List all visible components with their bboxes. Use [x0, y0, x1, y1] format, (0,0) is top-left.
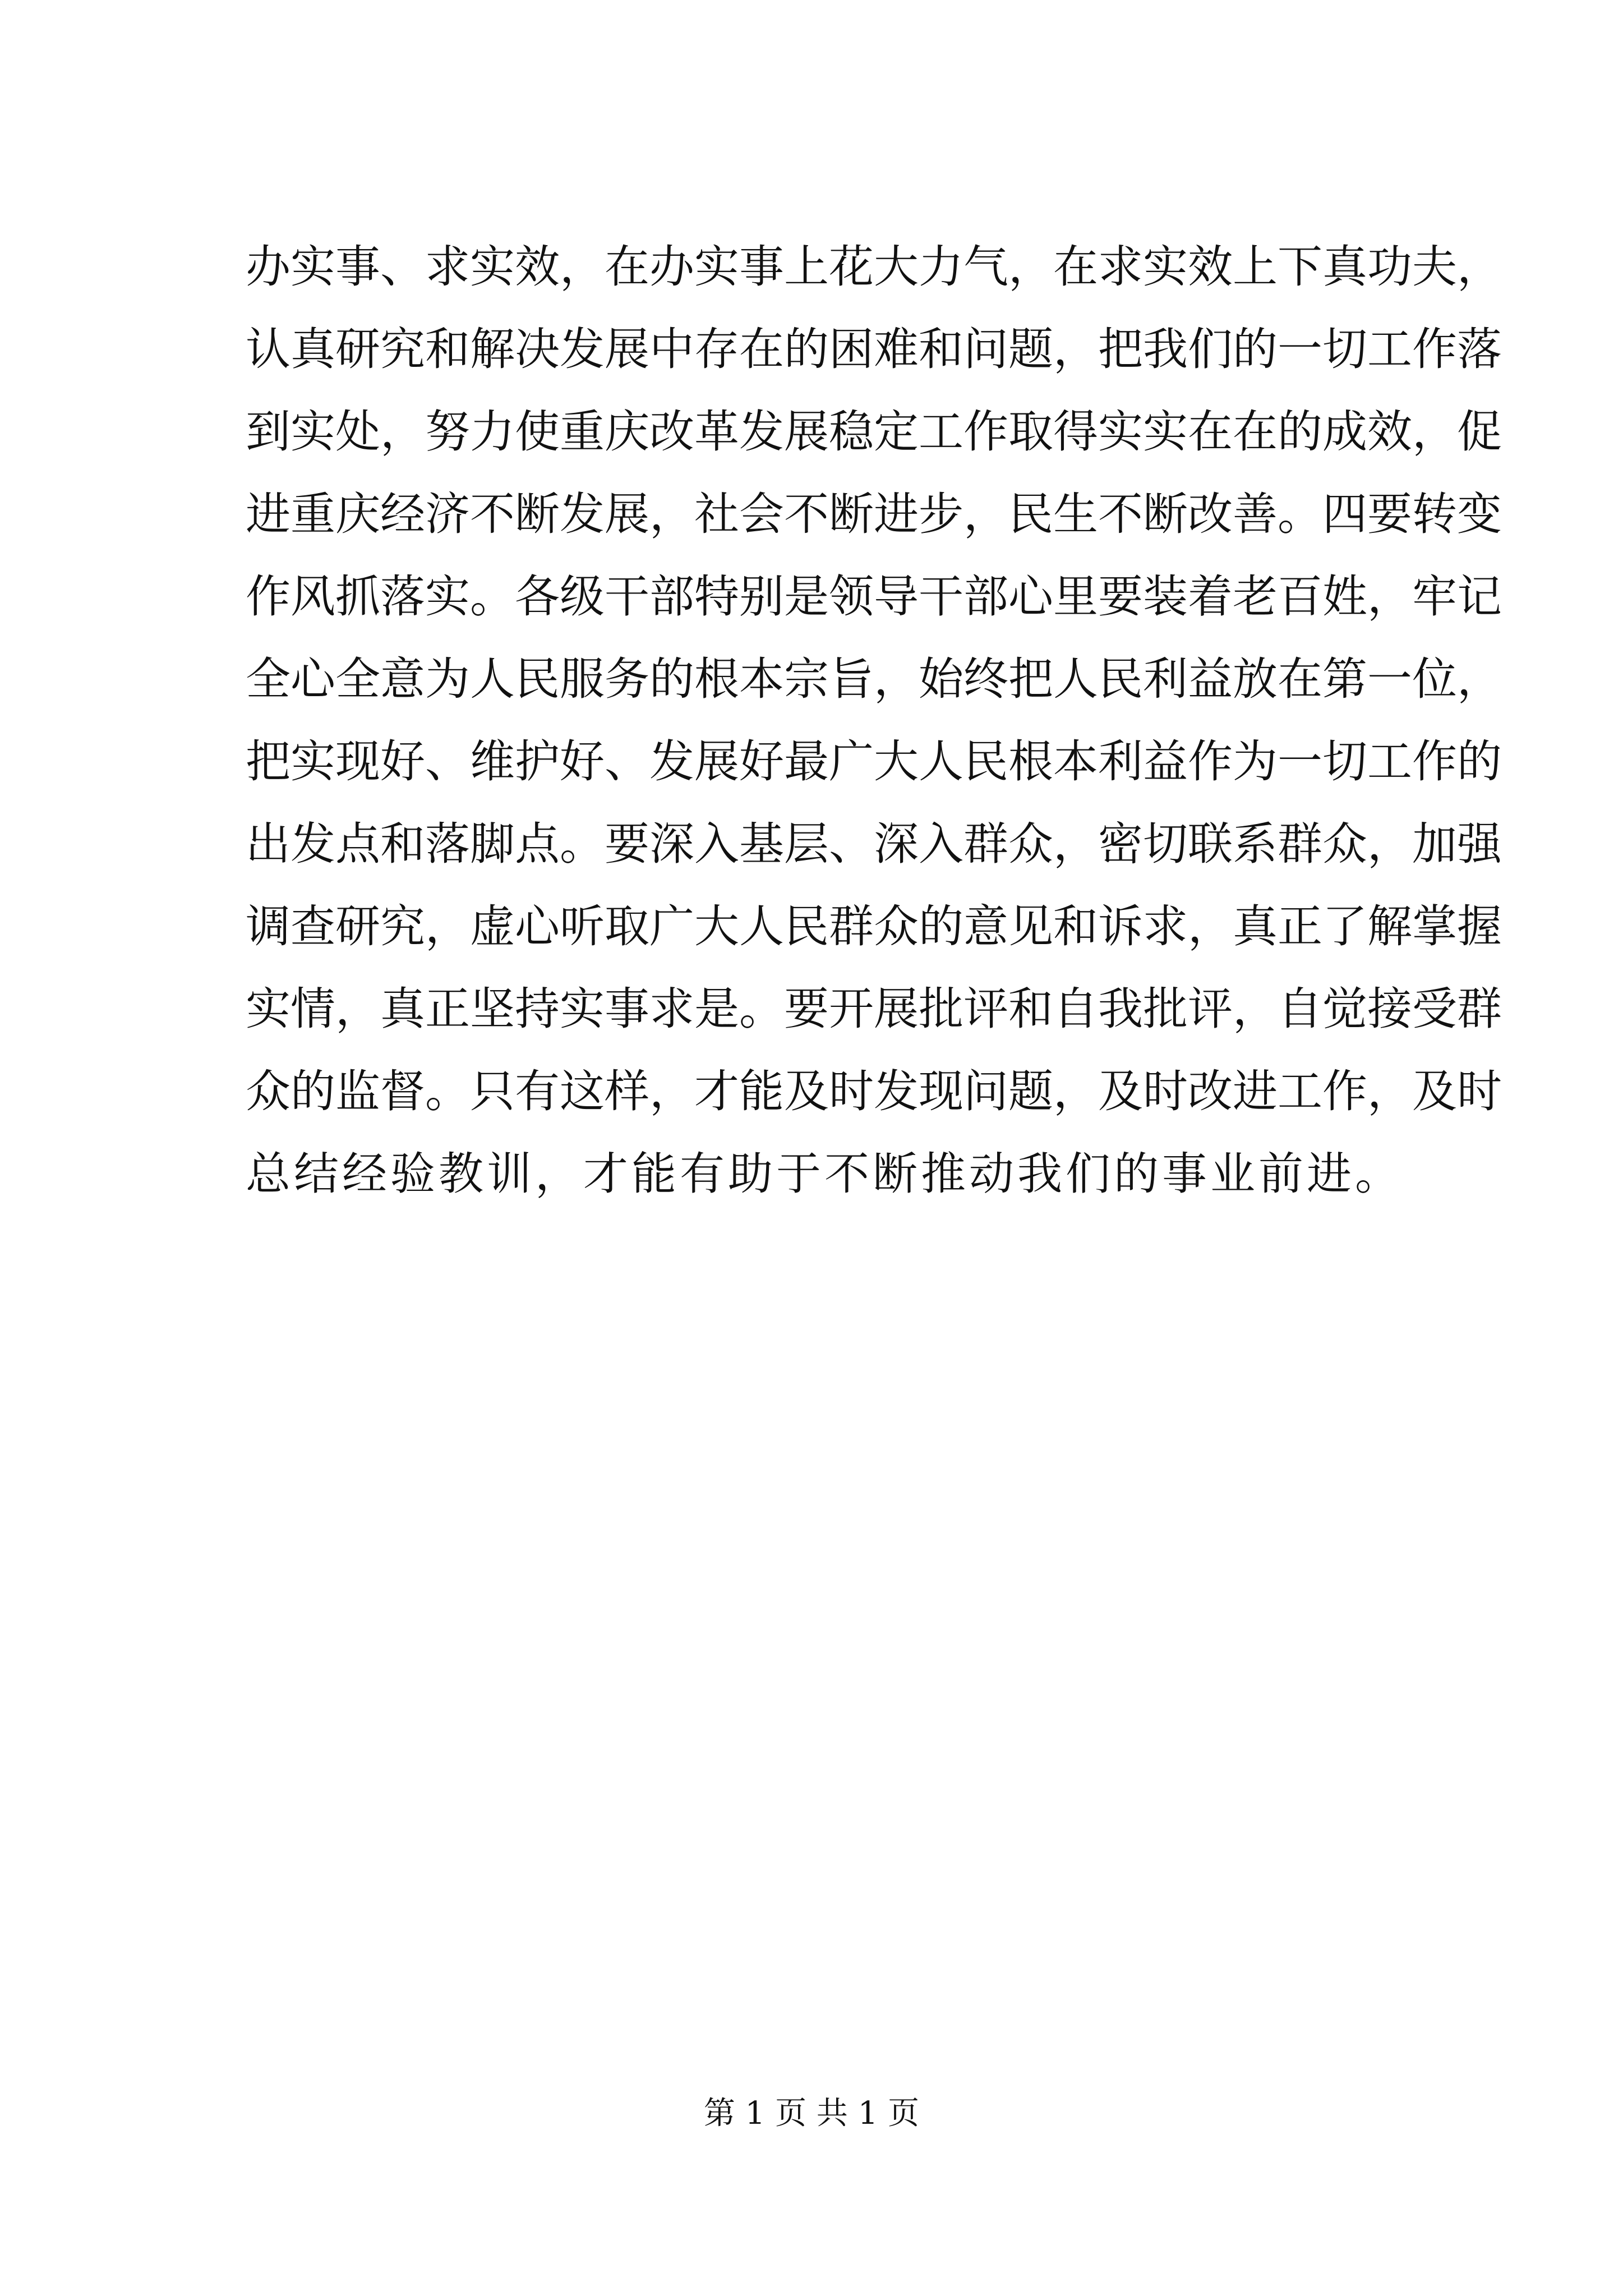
- text-line: 总结经验教训，才能有助于不断推动我们的事业前进。: [246, 1148, 1403, 1200]
- text-line: 众的监督。只有这样，才能及时发现问题，及时改进工作，及时: [246, 1065, 1502, 1117]
- text-line: 把实现好、维护好、发展好最广大人民根本利益作为一切工作的: [246, 735, 1502, 788]
- text-line: 出发点和落脚点。要深入基层、深入群众，密切联系群众，加强: [246, 818, 1502, 870]
- page-number-footer: 第 1 页 共 1 页: [703, 2095, 920, 2132]
- text-line: 到实处，努力使重庆改革发展稳定工作取得实实在在的成效，促: [246, 406, 1502, 458]
- body-paragraph: [246, 226, 1502, 1215]
- text-line: 进重庆经济不断发展，社会不断进步，民生不断改善。四要转变: [246, 488, 1502, 540]
- text-line: 全心全意为人民服务的根本宗旨，始终把人民利益放在第一位，: [246, 653, 1502, 705]
- text-line: 调查研究，虚心听取广大人民群众的意见和诉求，真正了解掌握: [246, 900, 1502, 953]
- text-line: 实情，真正坚持实事求是。要开展批评和自我批评，自觉接受群: [246, 983, 1502, 1035]
- text-line: 认真研究和解决发展中存在的困难和问题，把我们的一切工作落: [246, 323, 1502, 375]
- text-line: 办实事、求实效，在办实事上花大力气，在求实效上下真功夫，: [246, 241, 1502, 293]
- text-line: 作风抓落实。各级干部特别是领导干部心里要装着老百姓，牢记: [246, 570, 1502, 623]
